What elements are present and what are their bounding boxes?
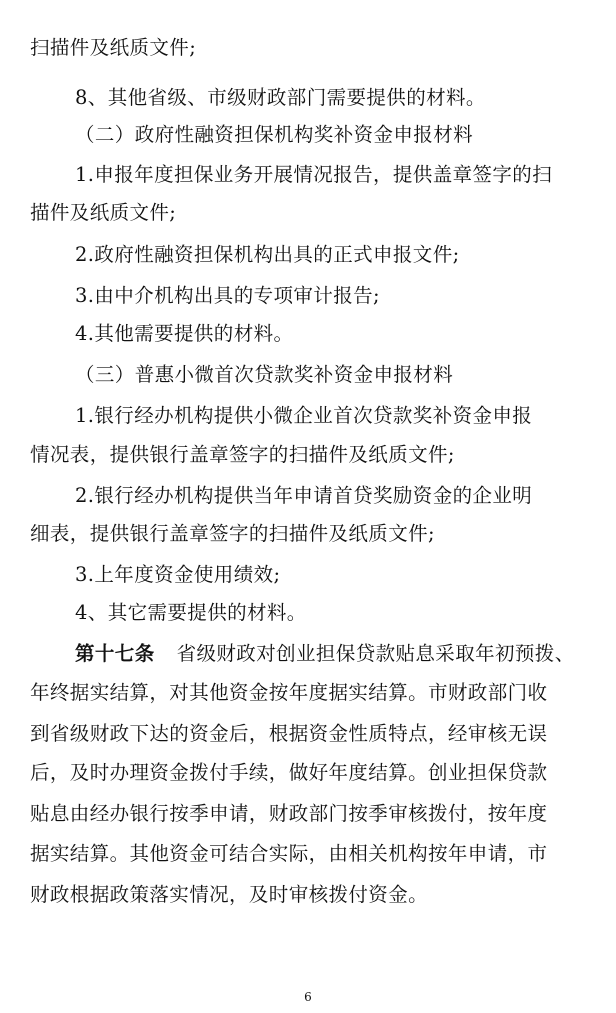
text-line: 3.由中介机构出具的专项审计报告; [75, 284, 380, 307]
section-heading: （二）政府性融资担保机构奖补资金申报材料 [75, 123, 474, 146]
text-line: 3.上年度资金使用绩效; [75, 563, 281, 586]
article-17-first-line [75, 642, 575, 666]
text-line: 8、其他省级、市级财政部门需要提供的材料。 [75, 86, 486, 109]
text-line: 1.申报年度担保业务开展情况报告，提供盖章签字的扫 [75, 163, 553, 186]
text-line: 据实结算。其他资金可结合实际，由相关机构按年申请，市 [30, 842, 548, 865]
text-line: 后，及时办理资金拨付手续，做好年度结算。创业担保贷款 [30, 761, 548, 784]
text-line: 省级财政对创业担保贷款贴息采取年初预拨、 [176, 642, 575, 665]
text-line: 2.银行经办机构提供当年申请首贷奖励资金的企业明 [75, 484, 533, 507]
section-heading: （三）普惠小微首次贷款奖补资金申报材料 [75, 363, 454, 386]
text-line: 1.银行经办机构提供小微企业首次贷款奖补资金申报 [75, 404, 533, 427]
text-line: 细表，提供银行盖章签字的扫描件及纸质文件; [30, 522, 435, 545]
text-line: 贴息由经办银行按季申请，财政部门按季审核拨付，按年度 [30, 802, 548, 825]
text-line: 财政根据政策落实情况，及时审核拨付资金。 [30, 883, 429, 906]
text-line: 扫描件及纸质文件; [30, 36, 197, 59]
text-line: 4、其它需要提供的材料。 [75, 601, 307, 624]
text-line: 情况表，提供银行盖章签字的扫描件及纸质文件; [30, 443, 455, 466]
text-line: 到省级财政下达的资金后，根据资金性质特点，经审核无误 [30, 722, 548, 745]
text-line: 2.政府性融资担保机构出具的正式申报文件; [75, 243, 460, 266]
text-line: 年终据实结算，对其他资金按年度据实结算。市财政部门收 [30, 681, 548, 704]
page-number: 6 [304, 990, 312, 1004]
text-line: 描件及纸质文件; [30, 201, 177, 224]
article-heading: 第十七条 [75, 642, 155, 665]
text-line: 4.其他需要提供的材料。 [75, 322, 294, 345]
